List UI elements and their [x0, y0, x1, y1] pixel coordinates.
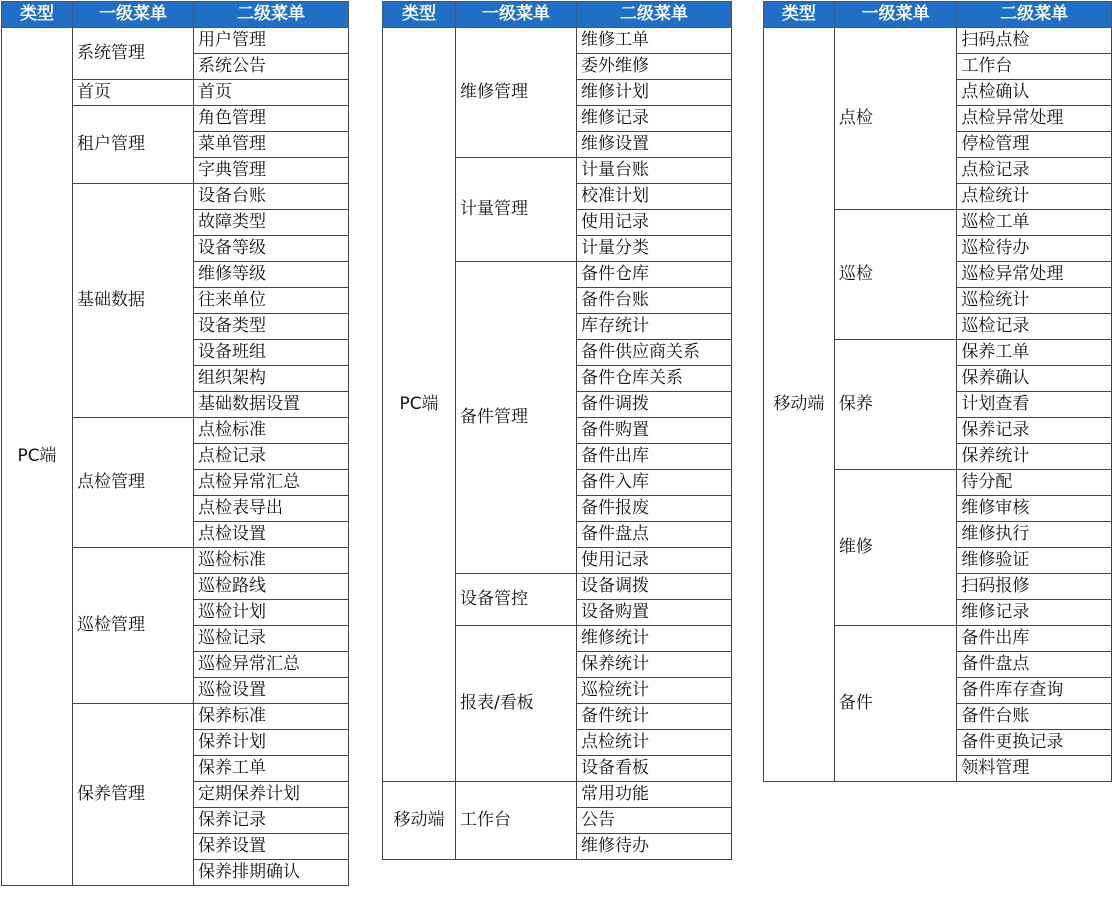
level2-menu-cell: 维修执行 [957, 522, 1112, 548]
level2-menu-cell: 点检统计 [577, 730, 732, 756]
level2-menu-cell: 点检记录 [957, 158, 1112, 184]
level1-menu-cell: 点检管理 [73, 418, 194, 548]
level2-menu-cell: 保养排期确认 [194, 860, 349, 886]
level2-menu-cell: 维修设置 [577, 132, 732, 158]
header-type: 类型 [764, 2, 835, 28]
level2-menu-cell: 领料管理 [957, 756, 1112, 782]
level2-menu-cell: 字典管理 [194, 158, 349, 184]
level2-menu-cell: 保养记录 [194, 808, 349, 834]
level1-menu-cell: 系统管理 [73, 28, 194, 80]
level2-menu-cell: 公告 [577, 808, 732, 834]
level1-menu-cell: 保养管理 [73, 704, 194, 886]
menu-table-2 [382, 1, 732, 860]
level2-menu-cell: 点检确认 [957, 80, 1112, 106]
level2-menu-cell: 计划查看 [957, 392, 1112, 418]
level2-menu-cell: 设备类型 [194, 314, 349, 340]
level2-menu-cell: 设备班组 [194, 340, 349, 366]
header-row [764, 2, 1112, 28]
menu-table-3 [763, 1, 1112, 782]
level2-menu-cell: 巡检统计 [957, 288, 1112, 314]
level2-menu-cell: 保养统计 [957, 444, 1112, 470]
level2-menu-cell: 保养工单 [194, 756, 349, 782]
header-row [2, 2, 349, 28]
level2-menu-cell: 扫码报修 [957, 574, 1112, 600]
level1-menu-cell: 工作台 [456, 782, 577, 860]
level1-menu-cell: 巡检 [834, 210, 957, 340]
level2-menu-cell: 巡检统计 [577, 678, 732, 704]
table-row [383, 782, 732, 808]
level2-menu-cell: 巡检记录 [957, 314, 1112, 340]
header-level1: 一级菜单 [73, 2, 194, 28]
level2-menu-cell: 维修记录 [957, 600, 1112, 626]
level2-menu-cell: 备件入库 [577, 470, 732, 496]
header-type: 类型 [383, 2, 456, 28]
level2-menu-cell: 计量分类 [577, 236, 732, 262]
level2-menu-cell: 维修计划 [577, 80, 732, 106]
level2-menu-cell: 维修统计 [577, 626, 732, 652]
level2-menu-cell: 点检标准 [194, 418, 349, 444]
level2-menu-cell: 库存统计 [577, 314, 732, 340]
level2-menu-cell: 点检异常处理 [957, 106, 1112, 132]
table-row [2, 28, 349, 54]
level2-menu-cell: 备件台账 [577, 288, 732, 314]
menu-table-1 [1, 1, 349, 886]
level2-menu-cell: 设备看板 [577, 756, 732, 782]
header-level1: 一级菜单 [456, 2, 577, 28]
level2-menu-cell: 设备台账 [194, 184, 349, 210]
level2-menu-cell: 设备购置 [577, 600, 732, 626]
level2-menu-cell: 基础数据设置 [194, 392, 349, 418]
level2-menu-cell: 菜单管理 [194, 132, 349, 158]
level1-menu-cell: 巡检管理 [73, 548, 194, 704]
level1-menu-cell: 备件管理 [456, 262, 577, 574]
level2-menu-cell: 备件盘点 [577, 522, 732, 548]
level2-menu-cell: 保养记录 [957, 418, 1112, 444]
level2-menu-cell: 点检记录 [194, 444, 349, 470]
level2-menu-cell: 首页 [194, 80, 349, 106]
header-row [383, 2, 732, 28]
level2-menu-cell: 校准计划 [577, 184, 732, 210]
level2-menu-cell: 保养设置 [194, 834, 349, 860]
header-type: 类型 [2, 2, 73, 28]
level2-menu-cell: 备件出库 [957, 626, 1112, 652]
level2-menu-cell: 巡检设置 [194, 678, 349, 704]
level2-menu-cell: 保养计划 [194, 730, 349, 756]
header-level2: 二级菜单 [194, 2, 349, 28]
level2-menu-cell: 使用记录 [577, 548, 732, 574]
level2-menu-cell: 设备调拨 [577, 574, 732, 600]
level1-menu-cell: 保养 [834, 340, 957, 470]
level2-menu-cell: 巡检异常处理 [957, 262, 1112, 288]
level2-menu-cell: 巡检记录 [194, 626, 349, 652]
level2-menu-cell: 维修待办 [577, 834, 732, 860]
level2-menu-cell: 点检异常汇总 [194, 470, 349, 496]
header-level2: 二级菜单 [957, 2, 1112, 28]
level2-menu-cell: 备件统计 [577, 704, 732, 730]
level2-menu-cell: 维修工单 [577, 28, 732, 54]
level2-menu-cell: 往来单位 [194, 288, 349, 314]
level1-menu-cell: 计量管理 [456, 158, 577, 262]
level2-menu-cell: 巡检标准 [194, 548, 349, 574]
level1-menu-cell: 基础数据 [73, 184, 194, 418]
level2-menu-cell: 保养统计 [577, 652, 732, 678]
level1-menu-cell: 备件 [834, 626, 957, 782]
level2-menu-cell: 备件仓库 [577, 262, 732, 288]
level2-menu-cell: 备件台账 [957, 704, 1112, 730]
level2-menu-cell: 维修验证 [957, 548, 1112, 574]
level2-menu-cell: 备件供应商关系 [577, 340, 732, 366]
level1-menu-cell: 维修 [834, 470, 957, 626]
header-level2: 二级菜单 [577, 2, 732, 28]
level2-menu-cell: 常用功能 [577, 782, 732, 808]
level1-menu-cell: 维修管理 [456, 28, 577, 158]
level2-menu-cell: 计量台账 [577, 158, 732, 184]
level2-menu-cell: 巡检待办 [957, 236, 1112, 262]
level2-menu-cell: 备件仓库关系 [577, 366, 732, 392]
table-row [383, 28, 732, 54]
level1-menu-cell: 报表/看板 [456, 626, 577, 782]
level2-menu-cell: 设备等级 [194, 236, 349, 262]
level2-menu-cell: 组织架构 [194, 366, 349, 392]
header-level1: 一级菜单 [834, 2, 957, 28]
level1-menu-cell: 首页 [73, 80, 194, 106]
level2-menu-cell: 点检表导出 [194, 496, 349, 522]
level2-menu-cell: 巡检路线 [194, 574, 349, 600]
level2-menu-cell: 停检管理 [957, 132, 1112, 158]
level2-menu-cell: 维修记录 [577, 106, 732, 132]
level2-menu-cell: 角色管理 [194, 106, 349, 132]
level2-menu-cell: 巡检异常汇总 [194, 652, 349, 678]
level2-menu-cell: 保养工单 [957, 340, 1112, 366]
level2-menu-cell: 备件购置 [577, 418, 732, 444]
level2-menu-cell: 巡检计划 [194, 600, 349, 626]
level2-menu-cell: 点检设置 [194, 522, 349, 548]
level2-menu-cell: 待分配 [957, 470, 1112, 496]
level2-menu-cell: 用户管理 [194, 28, 349, 54]
level2-menu-cell: 定期保养计划 [194, 782, 349, 808]
level2-menu-cell: 点检统计 [957, 184, 1112, 210]
level2-menu-cell: 备件报废 [577, 496, 732, 522]
level2-menu-cell: 保养确认 [957, 366, 1112, 392]
level2-menu-cell: 使用记录 [577, 210, 732, 236]
level2-menu-cell: 备件出库 [577, 444, 732, 470]
level1-menu-cell: 租户管理 [73, 106, 194, 184]
level2-menu-cell: 备件库存查询 [957, 678, 1112, 704]
level2-menu-cell: 备件调拨 [577, 392, 732, 418]
level2-menu-cell: 维修审核 [957, 496, 1112, 522]
type-cell: 移动端 [764, 28, 835, 782]
level2-menu-cell: 巡检工单 [957, 210, 1112, 236]
level2-menu-cell: 委外维修 [577, 54, 732, 80]
level2-menu-cell: 工作台 [957, 54, 1112, 80]
level2-menu-cell: 备件更换记录 [957, 730, 1112, 756]
level2-menu-cell: 备件盘点 [957, 652, 1112, 678]
type-cell: PC端 [2, 28, 73, 886]
table-row [764, 28, 1112, 54]
level2-menu-cell: 扫码点检 [957, 28, 1112, 54]
level1-menu-cell: 点检 [834, 28, 957, 210]
level2-menu-cell: 保养标准 [194, 704, 349, 730]
level2-menu-cell: 故障类型 [194, 210, 349, 236]
level1-menu-cell: 设备管控 [456, 574, 577, 626]
type-cell: 移动端 [383, 782, 456, 860]
level2-menu-cell: 系统公告 [194, 54, 349, 80]
type-cell: PC端 [383, 28, 456, 782]
level2-menu-cell: 维修等级 [194, 262, 349, 288]
